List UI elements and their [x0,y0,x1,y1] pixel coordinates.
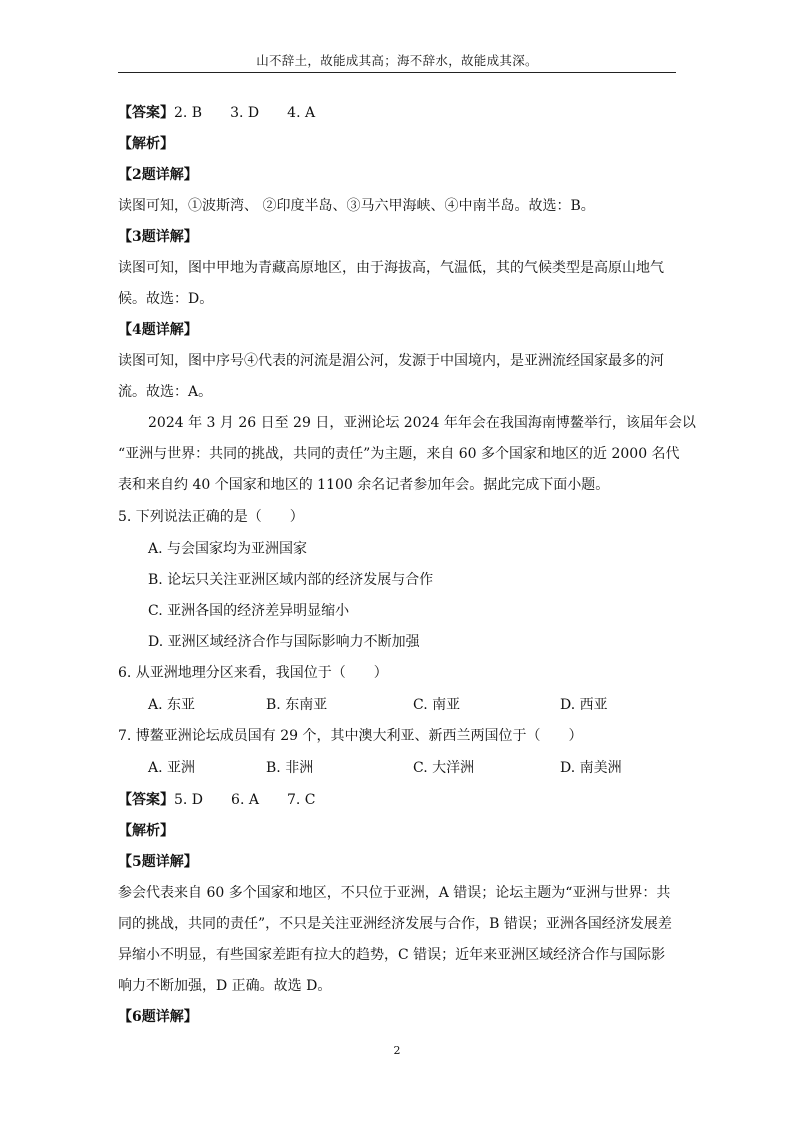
q6-stem: 6. 从亚洲地理分区来看，我国位于（ ） [118,665,388,681]
answer-line-1 [118,104,684,122]
q4-detail-text: 读图可知，图中序号④代表的河流是湄公河，发源于中国境内，是亚洲流经国家最多的河 [118,353,664,369]
q7-option: C. 大洋洲 [413,760,475,776]
q6-option: B. 东南亚 [266,697,328,713]
q5-stem: 5. 下列说法正确的是（ ） [118,509,304,525]
analysis-heading: 【解析】 [118,823,174,839]
q7-option: D. 南美洲 [560,760,622,776]
answer-label: 【答案】 [118,105,174,121]
q4-detail-heading: 【4题详解】 [118,322,198,338]
q2-detail-text: 读图可知，①波斯湾、 ②印度半岛、③马六甲海峡、④中南半岛。故选：B。 [118,198,595,214]
q5-option: D. 亚洲区域经济合作与国际影响力不断加强 [148,634,420,650]
passage-text: 2024 年 3 月 26 日至 29 日，亚洲论坛 2024 年年会在我国海南博鳌举行，该届年会以 [148,415,696,431]
q5-detail-text: 响力不断加强，D 正确。故选 D。 [118,978,332,994]
q6-detail-heading: 【6题详解】 [118,1009,198,1025]
q5-option: B. 论坛只关注亚洲区域内部的经济发展与合作 [148,572,434,588]
q3-detail-text: 读图可知，图中甲地为青藏高原地区，由于海拔高，气温低，其的气候类型是高原山地气 [118,260,664,276]
answer-value: 6. A [231,792,259,808]
q7-option: A. 亚洲 [148,760,196,776]
answer-value: 4. A [287,105,316,121]
answer-label: 【答案】 [118,792,174,808]
answer-value: 3. D [230,105,260,121]
answer-value: 2. B [174,105,203,121]
q6-option: D. 西亚 [560,697,608,713]
q5-detail-text: 参会代表来自 60 多个国家和地区，不只位于亚洲，A 错误；论坛主题为“亚洲与世界：共 [118,885,671,901]
q5-option: A. 与会国家均为亚洲国家 [148,541,308,557]
q6-option: A. 东亚 [148,697,196,713]
page-header-motto: 山不辞土，故能成其高；海不辞水，故能成其深。 [118,50,676,73]
q5-detail-text: 异缩小不明显，有些国家差距有拉大的趋势，C 错误；近年来亚洲区域经济合作与国际影 [118,947,666,963]
q7-option: B. 非洲 [266,760,314,776]
answer-value: 7. C [286,792,316,808]
q5-option: C. 亚洲各国的经济差异明显缩小 [148,603,350,619]
q5-detail-heading: 【5题详解】 [118,854,198,870]
q5-detail-text: 同的挑战，共同的责任”，不只是关注亚洲经济发展与合作，B 错误；亚洲各国经济发展差 [118,916,672,932]
passage-text: “亚洲与世界：共同的挑战，共同的责任”为主题，来自 60 多个国家和地区的近 2000 名代 [118,446,680,462]
answer-value: 5. D [174,792,204,808]
q3-detail-heading: 【3题详解】 [118,229,198,245]
analysis-heading: 【解析】 [118,136,174,152]
q3-detail-text: 候。故选：D。 [118,291,214,307]
passage-text: 表和来自约 40 个国家和地区的 1100 余名记者参加年会。据此完成下面小题。 [118,477,610,493]
answer-line-2 [118,791,684,809]
q7-stem: 7. 博鳌亚洲论坛成员国有 29 个，其中澳大利亚、新西兰两国位于（ ） [118,728,583,744]
q2-detail-heading: 【2题详解】 [118,167,198,183]
page-number: 2 [393,1044,401,1057]
q4-detail-text: 流。故选：A。 [118,384,213,400]
q6-option: C. 南亚 [413,697,461,713]
